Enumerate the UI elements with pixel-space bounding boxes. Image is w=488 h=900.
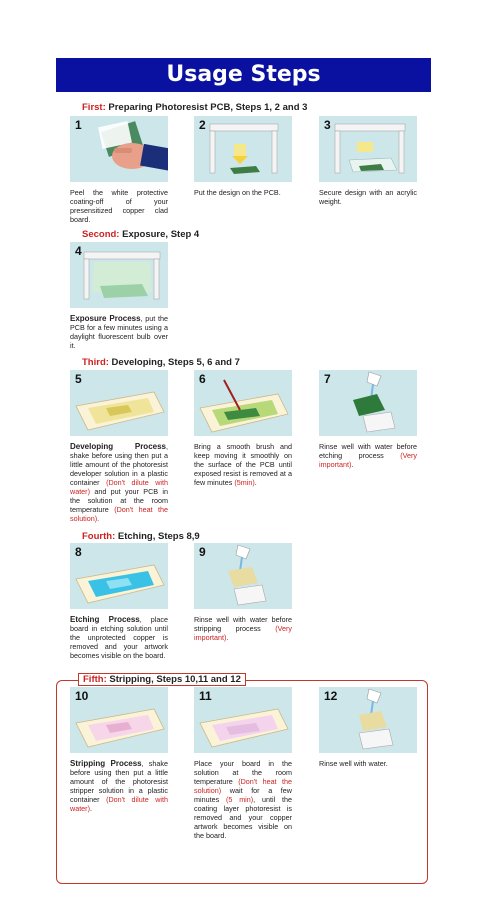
step-11-number: 11 — [199, 689, 212, 703]
step-5 — [70, 370, 168, 523]
step-10-bold: Stripping Process — [70, 759, 142, 768]
step-10-number: 10 — [75, 689, 89, 703]
step-2-image — [194, 116, 292, 182]
section-second-title — [82, 229, 199, 240]
step-9 — [194, 543, 292, 642]
step-12-description — [319, 759, 417, 768]
step-7 — [319, 370, 417, 469]
page-title: Usage Steps — [56, 58, 431, 92]
step-10-text-2: . — [89, 804, 92, 813]
step-4-text: , put the PCB for a few minutes using a daylight fluorescent bulb over it. — [70, 314, 168, 350]
section-fifth-label: Fifth: — [83, 674, 107, 685]
section-fourth-text: Etching, Steps 8,9 — [115, 531, 200, 542]
step-6-number: 6 — [199, 372, 206, 386]
step-6-description — [194, 442, 292, 487]
step-5-bold: Developing Process — [70, 442, 166, 451]
step-6-image — [194, 370, 292, 436]
step-5-text-3: . — [97, 514, 100, 523]
step-8-image — [70, 543, 168, 609]
step-6 — [194, 370, 292, 487]
step-10-warning: (Don't dilute with water) — [70, 795, 168, 813]
step-1-image — [70, 116, 168, 182]
step-9-text-2: . — [226, 633, 229, 642]
step-10-image — [70, 687, 168, 753]
step-10 — [70, 687, 168, 813]
step-11-text-2: wait for a few minutes — [194, 786, 292, 804]
step-8 — [70, 543, 168, 660]
step-2-description — [194, 188, 292, 197]
step-3-image — [319, 116, 417, 182]
step-4-bold: Exposure Process — [70, 314, 141, 323]
step-3 — [319, 116, 417, 206]
section-third-title — [82, 357, 240, 368]
step-9-image — [194, 543, 292, 609]
step-1-number: 1 — [75, 118, 82, 132]
step-3-description — [319, 188, 417, 206]
step-5-warning-2: (Don't heat the solution) — [70, 505, 168, 523]
step-11-warning-1: (Don't heat the solution) — [194, 777, 292, 795]
step-9-warning: (Very important) — [194, 624, 292, 642]
step-4 — [70, 242, 168, 350]
section-first-text: Preparing Photoresist PCB, Steps 1, 2 and 3 — [105, 102, 308, 113]
section-third-label: Third: — [82, 357, 109, 368]
step-7-description — [319, 442, 417, 469]
step-2-number: 2 — [199, 118, 206, 132]
step-12-number: 12 — [324, 689, 338, 703]
step-11-warning-2: (5 min) — [225, 795, 254, 804]
step-3-number: 3 — [324, 118, 331, 132]
step-7-image — [319, 370, 417, 436]
step-7-warning: (Very important) — [319, 451, 417, 469]
step-6-warning: (5min) — [234, 478, 255, 487]
step-2-text: Put the design on the PCB. — [194, 188, 281, 197]
step-12 — [319, 687, 417, 768]
step-11-image — [194, 687, 292, 753]
step-7-number: 7 — [324, 372, 331, 386]
step-9-description — [194, 615, 292, 642]
section-fifth-title — [78, 673, 246, 686]
step-3-text: Secure design with an acrylic weight. — [319, 188, 417, 206]
step-10-text: , shake before using then put a little amount of the photoresist stripper solution in a plastic container — [70, 759, 168, 804]
section-second-text: Exposure, Step 4 — [119, 229, 200, 240]
step-5-number: 5 — [75, 372, 82, 386]
step-9-number: 9 — [199, 545, 206, 559]
step-8-bold: Etching Process — [70, 615, 140, 624]
section-second-label: Second: — [82, 229, 120, 240]
step-9-text: Rinse well with water before stripping process — [194, 615, 292, 633]
section-fourth-label: Fourth: — [82, 531, 116, 542]
step-11 — [194, 687, 292, 840]
step-12-image — [319, 687, 417, 753]
section-fourth-title — [82, 531, 200, 542]
step-7-text: Rinse well with water before etching process — [319, 442, 417, 460]
step-7-text-2: . — [351, 460, 354, 469]
step-5-image — [70, 370, 168, 436]
step-1-description — [70, 188, 168, 224]
step-6-text-2: . — [254, 478, 257, 487]
step-11-text-3: , until the coating layer photoresist is removed and your copper artwork becomes visible on the board. — [194, 795, 292, 840]
step-8-description — [70, 615, 168, 660]
step-4-image — [70, 242, 168, 308]
step-12-text: Rinse well with water. — [319, 759, 388, 768]
step-1 — [70, 116, 168, 224]
step-5-text-2: and put your PCB in the solution at the room temperature — [70, 487, 168, 514]
step-2 — [194, 116, 292, 197]
step-11-text: Place your board in the solution at the room temperature — [194, 759, 292, 786]
step-4-description — [70, 314, 168, 350]
step-8-number: 8 — [75, 545, 82, 559]
section-third-text: Developing, Steps 5, 6 and 7 — [108, 357, 240, 368]
step-4-number: 4 — [75, 244, 82, 258]
step-8-text: , place board in etching solution until the unprotected copper is removed and your artwork becomes visible on the board. — [70, 615, 168, 660]
section-first-title — [82, 102, 307, 113]
step-6-text: Bring a smooth brush and keep moving it smoothly on the surface of the PCB until exposed resist is removed at a few minutes — [194, 442, 292, 487]
step-5-description — [70, 442, 168, 523]
step-5-warning-1: (Don't dilute with water) — [70, 478, 168, 496]
section-fifth-text: Stripping, Steps 10,11 and 12 — [106, 674, 241, 685]
step-1-text: Peel the white protective coating-off of your presensitized copper clad board. — [70, 188, 168, 224]
step-10-description — [70, 759, 168, 813]
section-first-label: First: — [82, 102, 106, 113]
step-11-description — [194, 759, 292, 840]
step-5-text: , shake before using then put a little amount of the photoresist developer solution in a plastic container — [70, 442, 168, 487]
